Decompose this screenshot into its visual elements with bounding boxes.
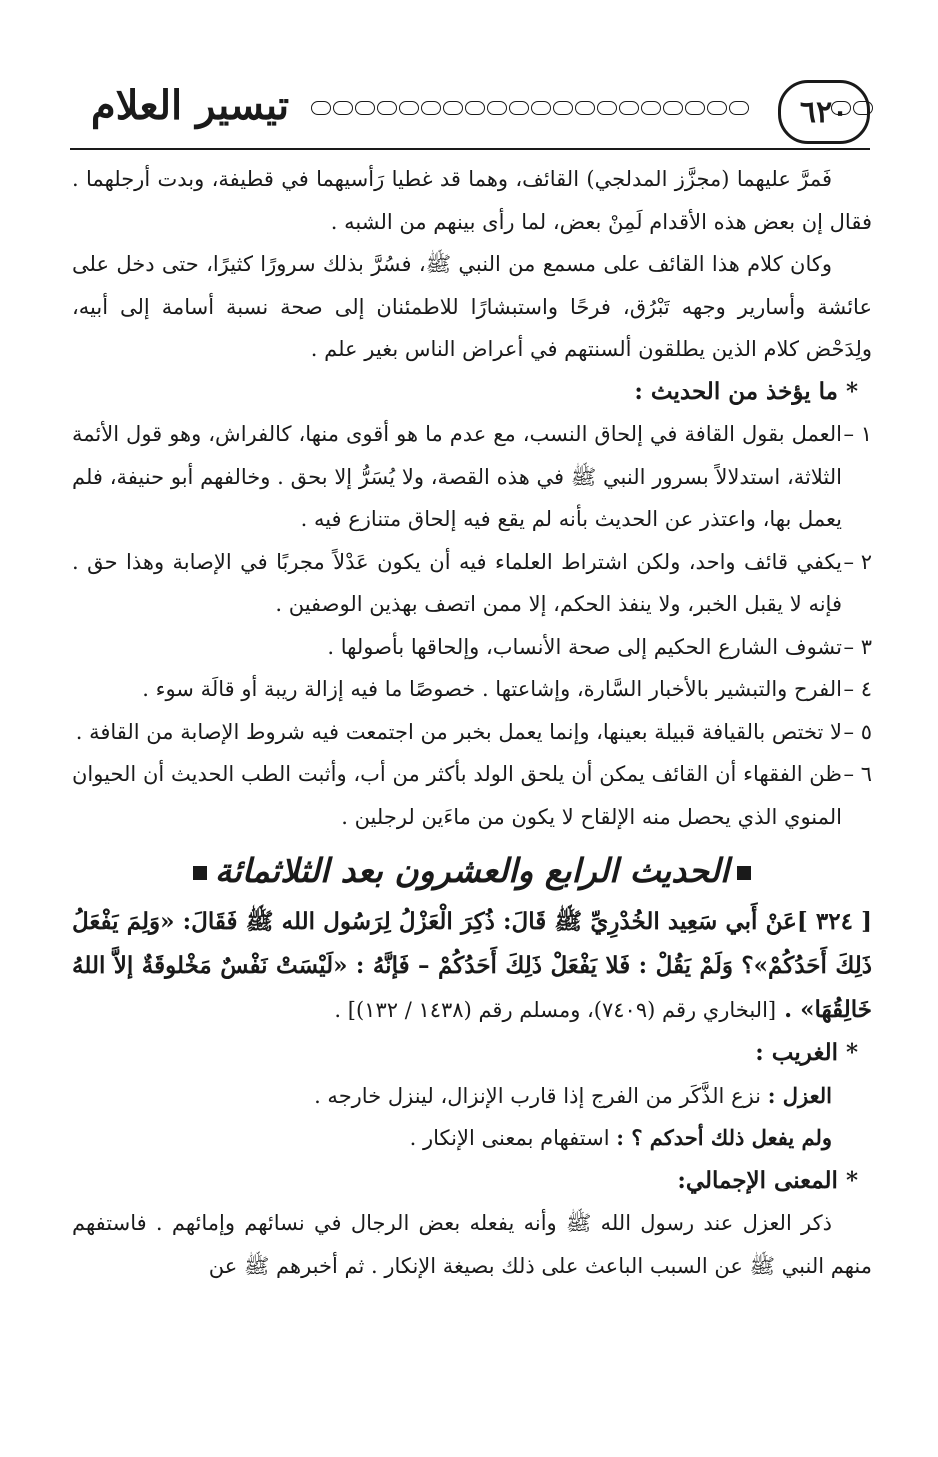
gharib-term: ولم يفعل ذلك أحدكم ؟ : (616, 1125, 832, 1150)
hadith-text (72, 900, 872, 1032)
section-heading: * المعنى الإجمالي: (677, 1166, 858, 1194)
list-item (72, 626, 872, 669)
item-text: ظن الفقهاء أن القائف يمكن أن يلحق الولد بأكثر من أب، وأثبت الطب الحديث أن الحيوان المنوي الذي يحصل منه الإلقاح لا يكون من ماءَين لرجلين . (72, 762, 842, 829)
gharib-entry (72, 1075, 872, 1118)
item-number: ٢ – (843, 549, 872, 574)
list-item (72, 413, 872, 541)
square-bullet-icon (193, 866, 207, 880)
list-item (72, 711, 872, 754)
header-rule (70, 148, 870, 150)
item-text: يكفي قائف واحد، ولكن اشتراط العلماء فيه أن يكون عَدْلاً مجربًا في الإصابة وهذا حق . فإنه لا يقبل الخبر، ولا ينفذ الحكم، إلا ممن اتصف بهذين الوصفين . (72, 549, 842, 616)
list-item (72, 541, 872, 626)
item-number: ٤ – (843, 677, 872, 701)
ornament-chain-small (830, 100, 874, 116)
page-header (70, 70, 870, 150)
square-bullet-icon (737, 866, 751, 880)
hadith-title (72, 846, 872, 896)
item-number: ٦ – (843, 762, 872, 786)
gharib-entry (72, 1117, 872, 1160)
section-heading: * ما يؤخذ من الحديث : (634, 377, 858, 405)
item-text: العمل بقول القافة في إلحاق النسب، مع عدم ما هو أقوى منها، كالفراش، وهو قول الأئمة الثلاثة، استدلالاً بسرور النبي ﷺ في هذه القصة، ولا يُسَرُّ إلا بحق . وخالفهم أبو حنيفة، فلم يعمل بها، واعتذر عن الحديث بأنه لم يقع فيه إلحاق متنازع فيه . (72, 422, 842, 531)
gharib-definition: نزع الذَّكَر من الفرج إذا قارب الإنزال، لينزل خارجه . (314, 1083, 762, 1108)
item-text: لا تختص بالقيافة قبيلة بعينها، وإنما يعمل بخبر من اجتمعت فيه شروط الإصابة من القافة . (75, 719, 842, 744)
list-item (72, 753, 872, 838)
gharib-term: العزل : (767, 1082, 832, 1108)
item-text: الفرح والتبشير بالأخبار السَّارة، وإشاعتها . خصوصًا ما فيه إزالة ريبة أو قالَة سوء . (142, 677, 842, 701)
paragraph: فَمرَّ عليهما (مجزَّز المدلجي) القائف، وهما قد غطيا رَأسيهما في قطيفة، وبدت أرجلهما . فقال إن بعض هذه الأقدام لَمِنْ بعض، لما رأى بينهم من الشبه . (72, 167, 872, 234)
paragraph: ذكر العزل عند رسول الله ﷺ وأنه يفعله بعض الرجال في نسائهم وإمائهم . فاستفهم منهم النبي ﷺ عن السبب الباعث على ذلك بصيغة الإنكار . ثم أخبرهم ﷺ عن (72, 1211, 872, 1278)
ornament-chain (310, 100, 750, 116)
hadith-body: [ ٣٢٤ ]عَنْ أَبي سَعِيد الخُدْرِيِّ ﷺ قَالَ: ذُكِرَ الْعَزْلُ لِرَسُول الله ﷺ فَقَالَ: «وَلِمَ يَفْعَلُ ذَلِكَ أَحَدُكُمْ»؟ وَلَمْ يَقُلْ : فَلا يَفْعَلْ ذَلِكَ أَحَدُكُمْ – فَإنَّهُ : «لَيْسَتْ نَفْسٌ مَخْلوقَةٌ إلاَّ اللهُ خَالِقُهَا» . (72, 908, 872, 1023)
hadith-source: [البخاري رقم (٧٤٠٩)، ومسلم رقم (١٤٣٨ / ١٣٢)] . (334, 998, 777, 1022)
hadith-title-text: الحديث الرابع والعشرون بعد الثلاثمائة (214, 851, 730, 890)
item-number: ٥ – (843, 719, 872, 744)
page-number: ٦٢٠ (799, 94, 849, 130)
book-title: تيسير العلام (90, 82, 290, 129)
section-heading: * الغريب : (755, 1039, 858, 1066)
paragraph: وكان كلام هذا القائف على مسمع من النبي ﷺ، فسُرَّ بذلك سرورًا كثيرًا، حتى دخل على عائشة وأسارير وجهه تَبْرُق، فرحًا واستبشارًا للاطمئنان إلى صحة نسبة أسامة إلى أبيه، ولِدَحْض كلام الذين يطلقون ألسنتهم في أعراض الناس بغير علم . (72, 252, 872, 361)
item-number: ١ – (843, 422, 872, 446)
benefits-list (72, 413, 872, 838)
list-item (72, 668, 872, 711)
item-number: ٣ – (843, 634, 872, 659)
page-content (72, 158, 872, 1287)
gharib-definition: استفهام بمعنى الإنكار . (409, 1126, 610, 1150)
item-text: تشوف الشارع الحكيم إلى صحة الأنساب، وإلحاقها بأصولها . (327, 634, 842, 659)
